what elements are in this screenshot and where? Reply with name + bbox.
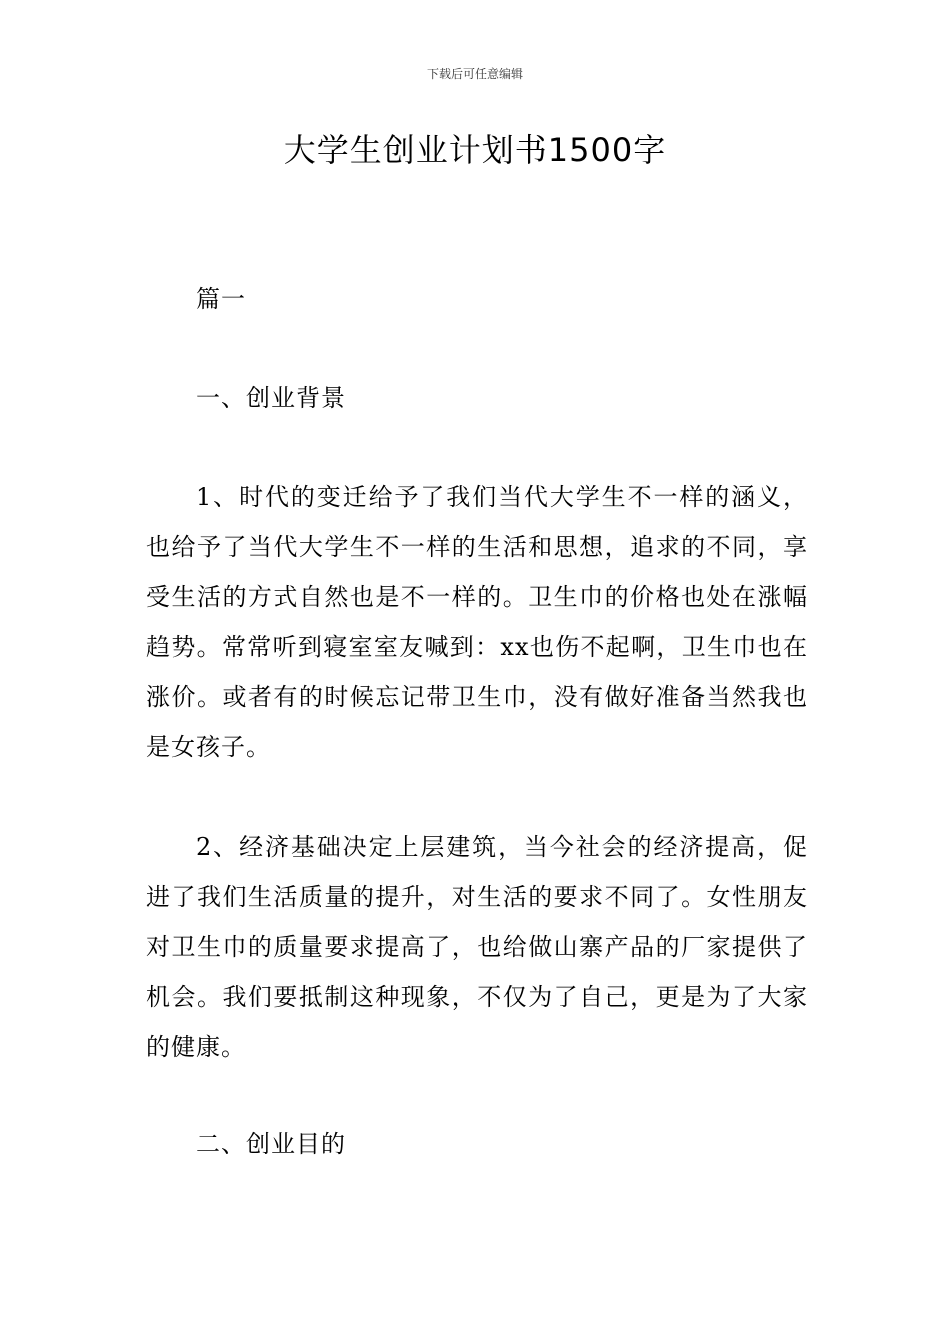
part-label: 篇一 xyxy=(196,285,246,313)
section-heading-background: 一、创业背景 xyxy=(196,384,346,412)
paragraph-2: 2、经济基础决定上层建筑，当今社会的经济提高，促进了我们生活质量的提升，对生活的要求不同了。女性朋友对卫生巾的质量要求提高了，也给做山寨产品的厂家提供了机会。我们要抵制这种现象，不仅为了自己，更是为了大家的健康。 xyxy=(146,833,808,1061)
paragraph-1: 1、时代的变迁给予了我们当代大学生不一样的涵义，也给予了当代大学生不一样的生活和思想，追求的不同，享受生活的方式自然也是不一样的。卫生巾的价格也处在涨幅趋势。常常听到寝室室友喊到：xx也伤不起啊，卫生巾也在涨价。或者有的时候忘记带卫生巾，没有做好准备当然我也是女孩子。 xyxy=(146,483,808,761)
header-note: 下载后可任意编辑 xyxy=(426,67,523,81)
section-heading-purpose: 二、创业目的 xyxy=(196,1130,346,1158)
document-title: 大学生创业计划书1500字 xyxy=(283,131,667,169)
